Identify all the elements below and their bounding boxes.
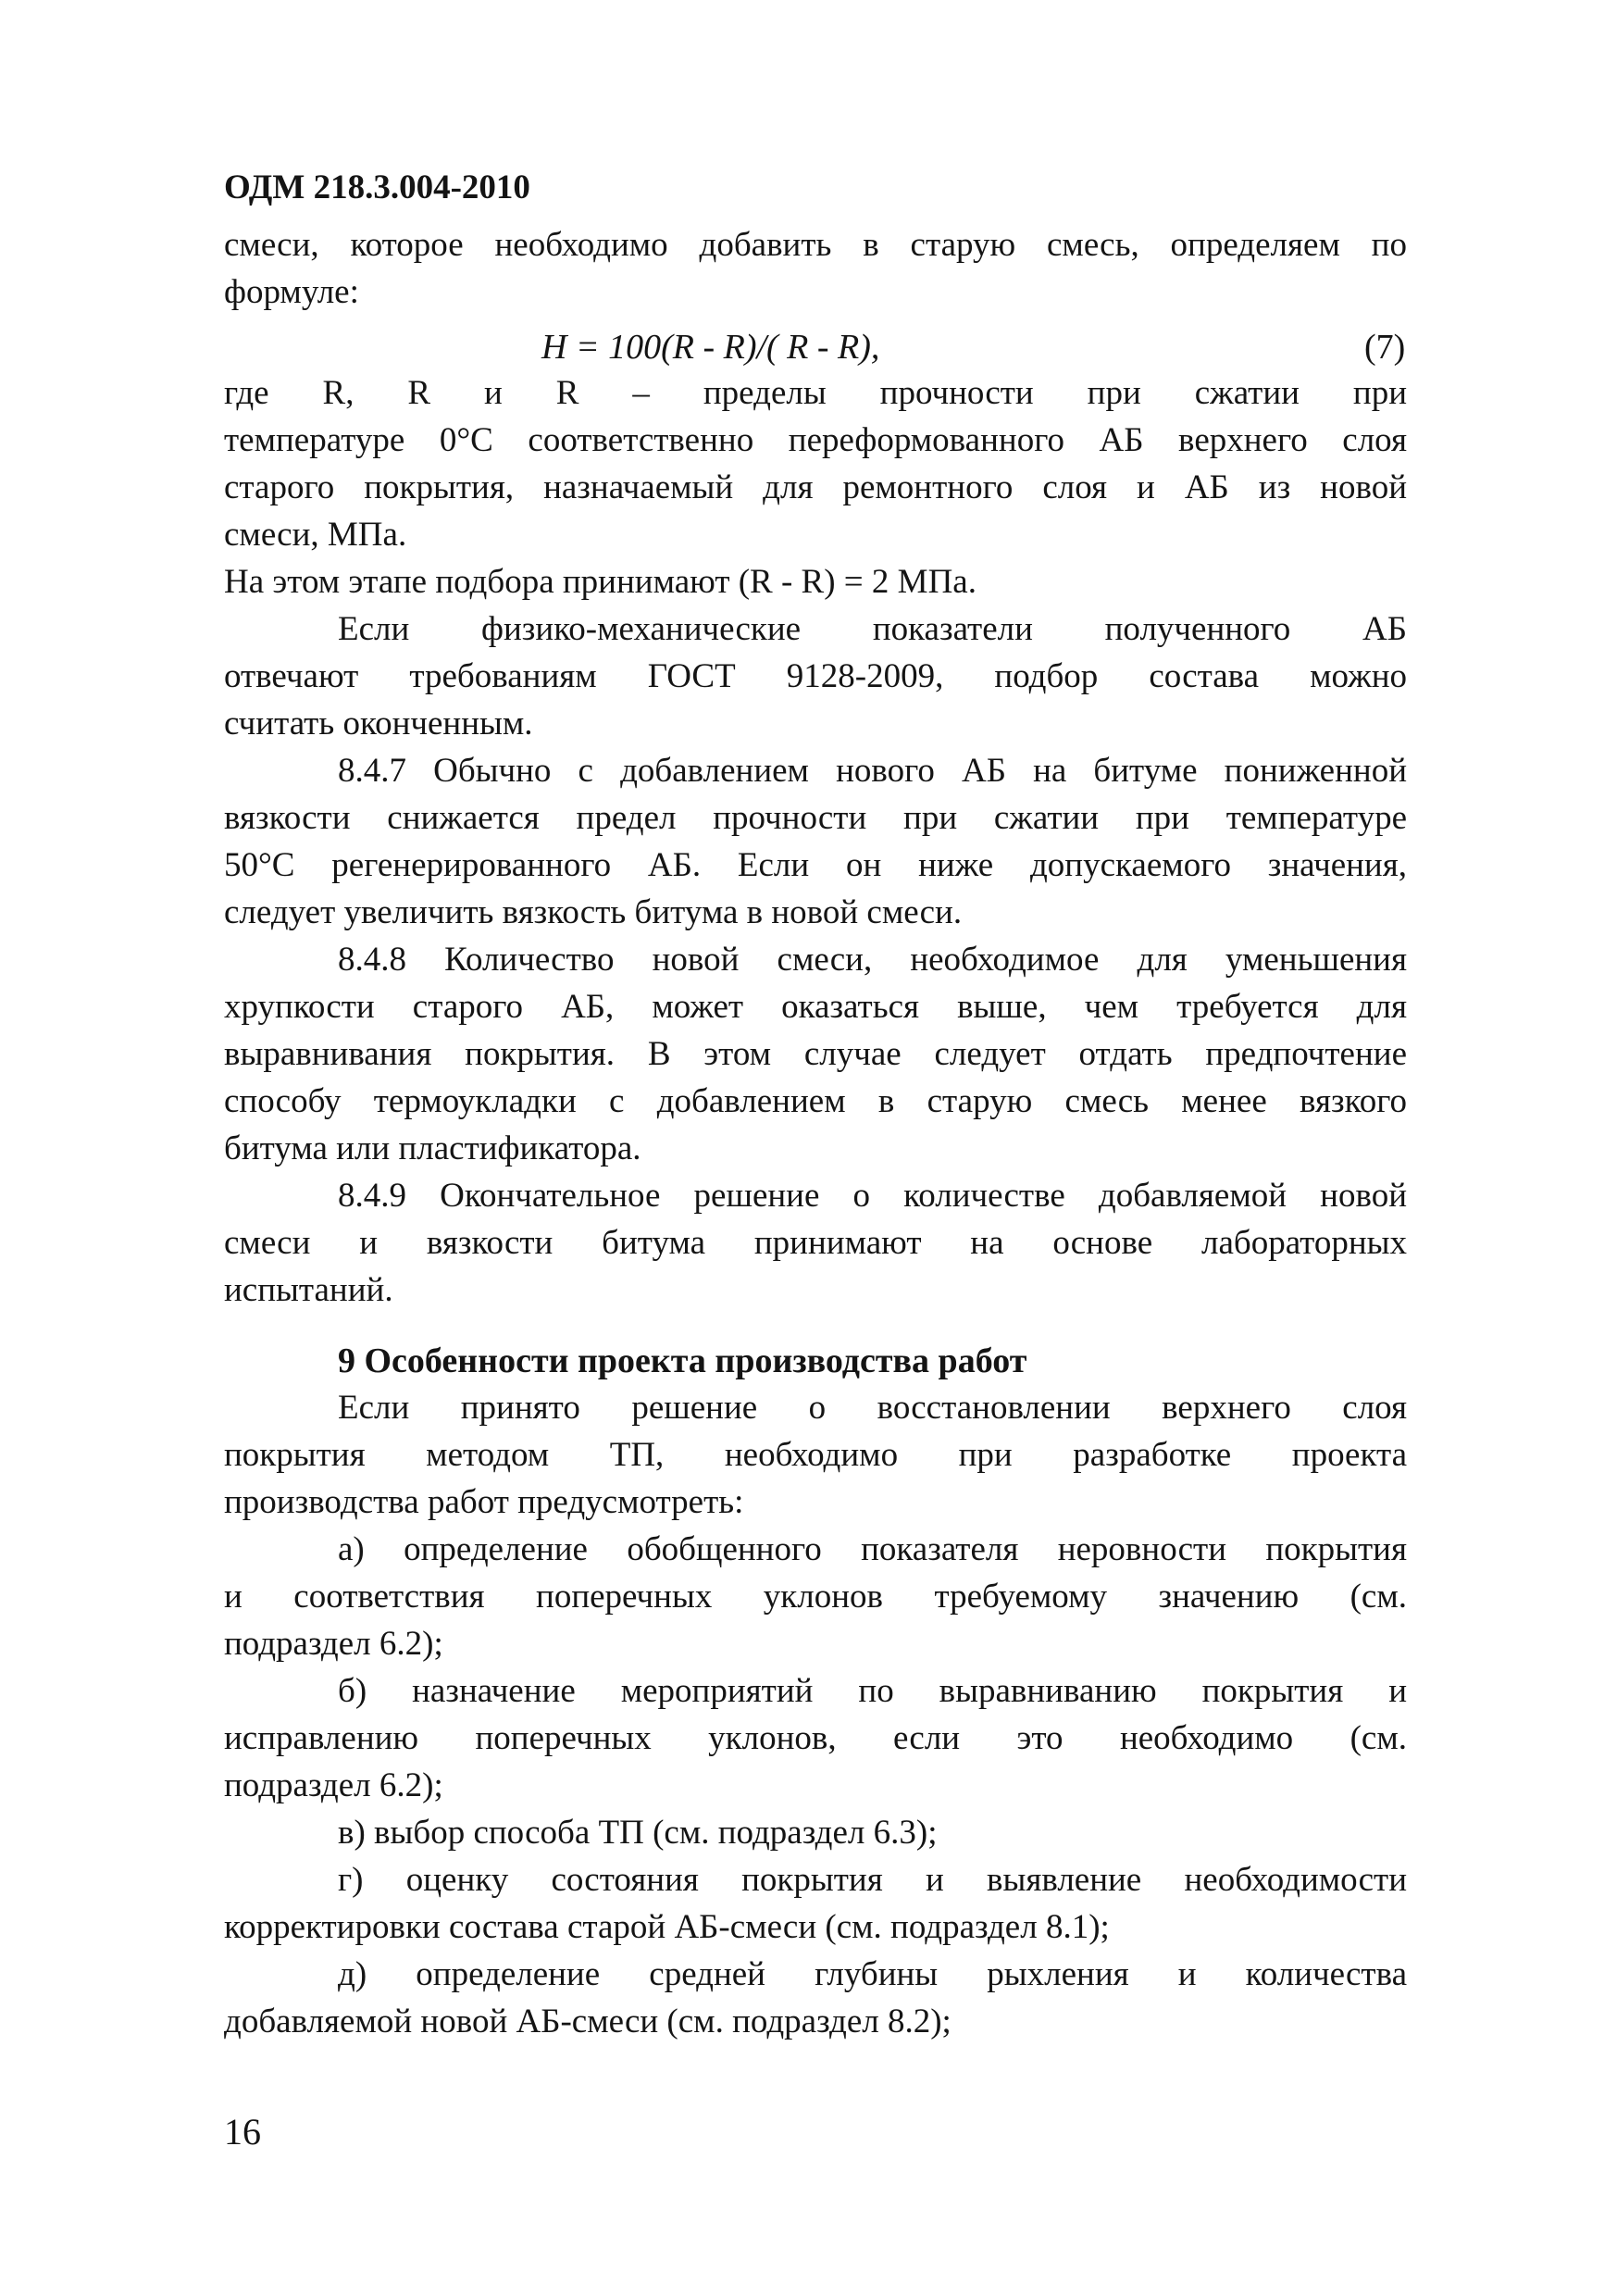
list-item-line: подраздел 6.2);	[224, 1766, 443, 1804]
list-item-line: подраздел 6.2);	[224, 1625, 443, 1663]
body-line: выравнивания покрытия. В этом случае следует отдать предпочтение	[224, 1035, 1407, 1073]
document-code: ОДМ 218.3.004-2010	[224, 168, 530, 206]
body-line: 50°С регенерированного АБ. Если он ниже допускаемого значения,	[224, 846, 1407, 884]
list-item-line: д) определение средней глубины рыхления и количества	[338, 1955, 1407, 1993]
formula-number: (7)	[1364, 328, 1406, 367]
body-line: покрытия методом ТП, необходимо при разработке проекта	[224, 1436, 1407, 1474]
body-line: На этом этапе подбора принимают (R - R) = 2 МПа.	[224, 563, 976, 601]
body-line: 8.4.8 Количество новой смеси, необходимое для уменьшения	[338, 941, 1407, 979]
page-number: 16	[224, 2111, 261, 2152]
body-line: Если принято решение о восстановлении верхнего слоя	[338, 1389, 1407, 1427]
list-item-line: корректировки состава старой АБ-смеси (см. подраздел 8.1);	[224, 1908, 1110, 1946]
body-line: способу термоукладки с добавлением в старую смесь менее вязкого	[224, 1082, 1407, 1120]
body-line: вязкости снижается предел прочности при сжатии при температуре	[224, 799, 1407, 837]
formula-7: H = 100(R - R)/( R - R),	[541, 328, 880, 367]
section-heading: 9 Особенности проекта производства работ	[338, 1341, 1027, 1380]
body-line: где R, R и R – пределы прочности при сжатии при	[224, 374, 1407, 412]
body-line: смеси и вязкости битума принимают на основе лабораторных	[224, 1224, 1407, 1262]
list-item-line: б) назначение мероприятий по выравниванию покрытия и	[338, 1672, 1407, 1710]
list-item-line: а) определение обобщенного показателя неровности покрытия	[338, 1530, 1407, 1568]
body-line: следует увеличить вязкость битума в новой смеси.	[224, 893, 963, 931]
list-item-line: исправлению поперечных уклонов, если это необходимо (см.	[224, 1719, 1407, 1757]
list-item-line: в) выбор способа ТП (см. подраздел 6.3);	[338, 1814, 938, 1852]
body-line: считать оконченным.	[224, 705, 533, 742]
body-line: отвечают требованиям ГОСТ 9128-2009, подбор состава можно	[224, 657, 1407, 695]
body-line: Если физико-механические показатели полученного АБ	[338, 610, 1407, 648]
body-line: смеси, которое необходимо добавить в старую смесь, определяем по	[224, 226, 1407, 264]
body-line: хрупкости старого АБ, может оказаться выше, чем требуется для	[224, 988, 1407, 1026]
body-line: температуре 0°С соответственно переформованного АБ верхнего слоя	[224, 421, 1407, 459]
body-line: старого покрытия, назначаемый для ремонтного слоя и АБ из новой	[224, 468, 1407, 506]
list-item-line: г) оценку состояния покрытия и выявление необходимости	[338, 1861, 1407, 1899]
body-line: 8.4.9 Окончательное решение о количестве добавляемой новой	[338, 1177, 1407, 1215]
list-item-line: и соответствия поперечных уклонов требуемому значению (см.	[224, 1578, 1407, 1616]
body-line: формуле:	[224, 273, 359, 311]
list-item-line: добавляемой новой АБ-смеси (см. подраздел 8.2);	[224, 2003, 952, 2040]
body-line: битума или пластификатора.	[224, 1129, 641, 1167]
body-line: производства работ предусмотреть:	[224, 1483, 744, 1521]
body-line: смеси, МПа.	[224, 516, 407, 554]
body-line: 8.4.7 Обычно с добавлением нового АБ на битуме пониженной	[338, 752, 1407, 790]
body-line: испытаний.	[224, 1271, 393, 1309]
